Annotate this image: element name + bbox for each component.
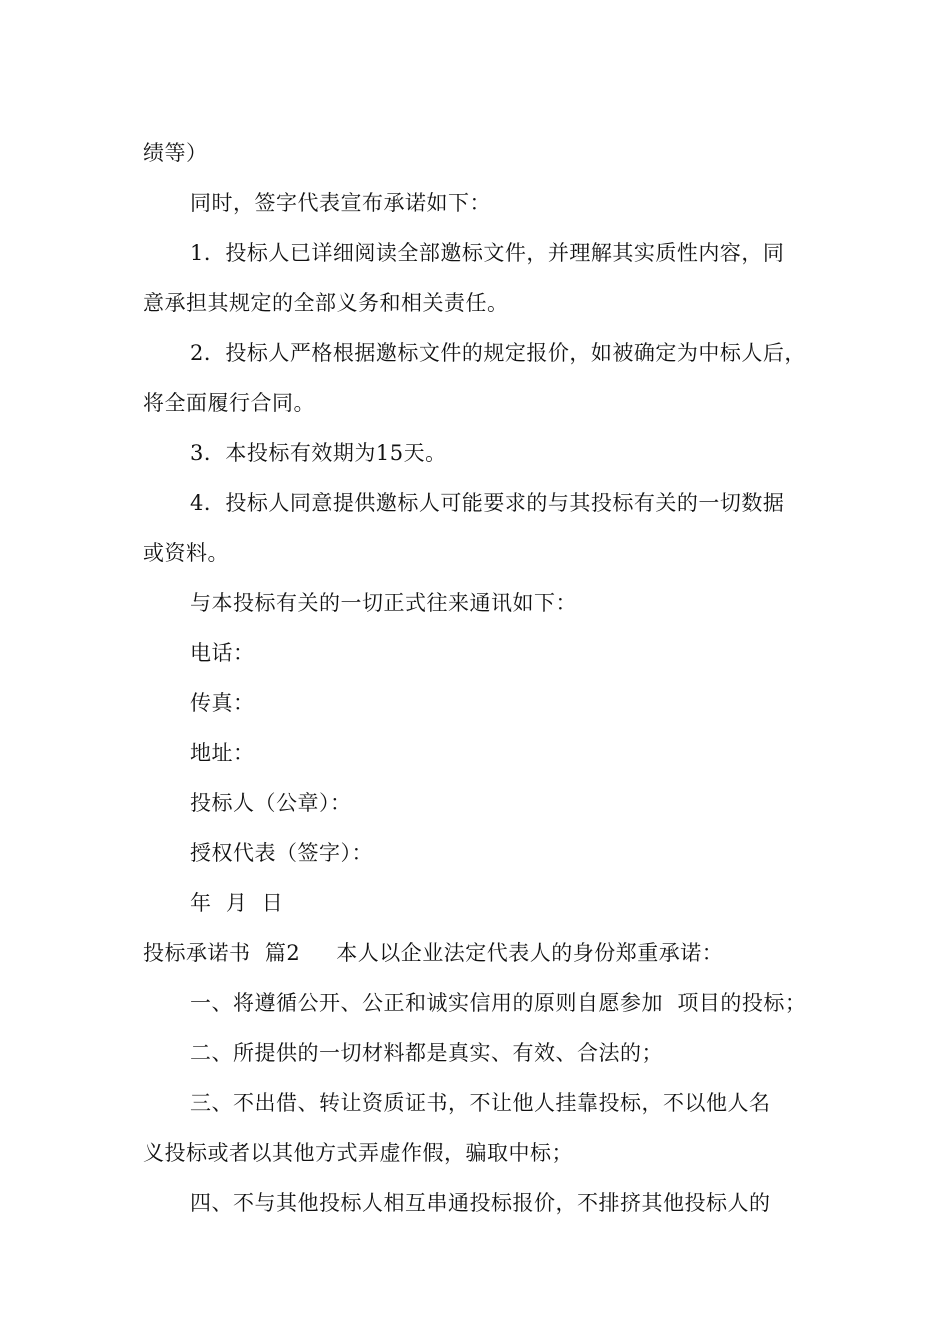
text-line: 一、将遵循公开、公正和诚实信用的原则自愿参加 项目的投标； (190, 991, 807, 1015)
text-line: 4．投标人同意提供邀标人可能要求的与其投标有关的一切数据 (190, 491, 785, 515)
text-line: 1．投标人已详细阅读全部邀标文件，并理解其实质性内容，同 (190, 241, 785, 265)
text-line: 绩等） (143, 141, 208, 165)
text-line: 3．本投标有效期为15天。 (190, 441, 447, 465)
text-line: 义投标或者以其他方式弄虚作假，骗取中标； (143, 1141, 573, 1165)
text-line: 四、不与其他投标人相互串通投标报价，不排挤其他投标人的 (190, 1191, 771, 1215)
text-line: 与本投标有关的一切正式往来通讯如下： (190, 591, 577, 615)
text-line: 投标人（公章）： (190, 791, 352, 815)
text-line: 或资料。 (143, 541, 229, 565)
text-line: 同时，签字代表宣布承诺如下： (190, 191, 491, 215)
text-line: 地址： (190, 741, 255, 765)
text-line: 将全面履行合同。 (143, 391, 315, 415)
text-line: 电话： (190, 641, 255, 665)
text-line: 2．投标人严格根据邀标文件的规定报价，如被确定为中标人后， (190, 341, 806, 365)
text-line: 三、不出借、转让资质证书，不让他人挂靠投标，不以他人名 (190, 1091, 771, 1115)
text-line: 二、所提供的一切材料都是真实、有效、合法的； (190, 1041, 663, 1065)
text-line: 传真： (190, 691, 255, 715)
text-line: 意承担其规定的全部义务和相关责任。 (143, 291, 509, 315)
text-line: 授权代表（签字）： (190, 841, 373, 865)
section-heading-line (143, 939, 723, 967)
text-line: 本人以企业法定代表人的身份郑重承诺： (336, 941, 724, 965)
date-line: 年 月 日 (190, 891, 284, 915)
section-heading: 投标承诺书 篇2 (143, 941, 301, 965)
